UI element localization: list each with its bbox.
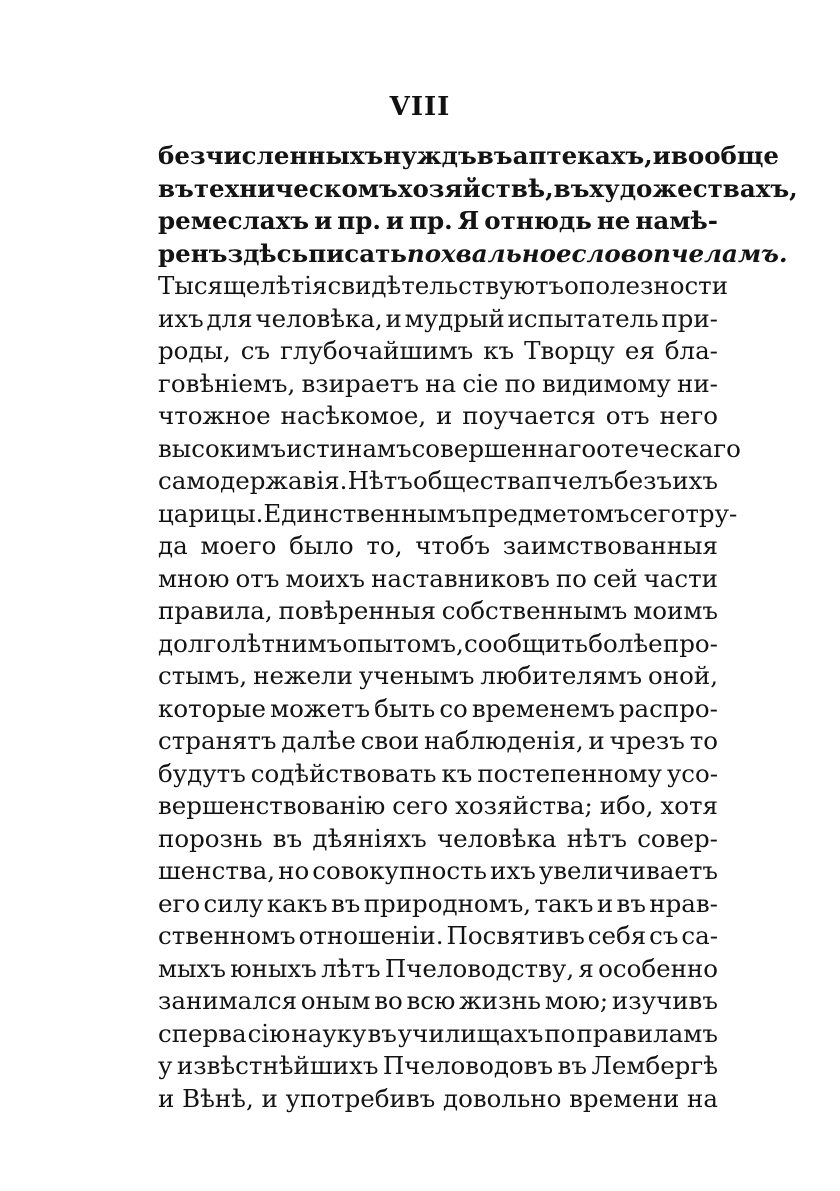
text-word: по bbox=[504, 368, 536, 398]
text-line bbox=[158, 465, 718, 498]
text-line bbox=[158, 823, 718, 856]
text-line bbox=[158, 628, 718, 661]
text-word: и bbox=[436, 401, 453, 430]
text-word: собственнымъ bbox=[441, 596, 628, 625]
text-word: въ bbox=[367, 1018, 397, 1048]
text-word: сію bbox=[247, 1018, 291, 1048]
text-word: насѣкомое, bbox=[280, 401, 427, 430]
text-word: въ bbox=[330, 888, 361, 918]
text-word: жизнь bbox=[459, 986, 541, 1015]
text-word: его bbox=[158, 888, 201, 918]
text-word: было bbox=[289, 531, 354, 560]
text-line bbox=[158, 335, 718, 368]
text-word: вершенствованію bbox=[158, 791, 386, 820]
text-word: Я bbox=[457, 206, 480, 235]
text-word: мною bbox=[158, 563, 230, 593]
text-word: нуждъ bbox=[383, 141, 477, 170]
text-line bbox=[158, 758, 718, 791]
text-word: аптекахъ, bbox=[512, 141, 653, 170]
text-word: изучивъ bbox=[611, 986, 718, 1015]
text-word: употребивъ bbox=[285, 1083, 436, 1113]
text-word: правиламъ bbox=[576, 1018, 718, 1048]
text-word: въ bbox=[158, 173, 194, 203]
text-line bbox=[158, 563, 718, 596]
text-line bbox=[158, 173, 798, 206]
text-word: ея bbox=[624, 336, 655, 365]
text-word: ренъ bbox=[158, 238, 228, 268]
text-word: далѣе bbox=[281, 726, 356, 755]
text-word: усо- bbox=[666, 758, 718, 788]
text-word: науку bbox=[291, 1018, 367, 1048]
text-word: къ bbox=[441, 758, 473, 788]
text-word: отеческаго bbox=[596, 433, 741, 463]
text-word: любителямъ bbox=[480, 661, 643, 690]
text-word: о bbox=[564, 271, 579, 300]
text-word: особенно bbox=[598, 953, 718, 983]
text-word: здѣсь bbox=[227, 238, 309, 268]
text-word: и bbox=[314, 206, 333, 235]
text-word: природномъ, bbox=[363, 888, 532, 918]
text-word: при- bbox=[661, 303, 718, 333]
text-word: силу bbox=[203, 888, 264, 918]
text-word: въ bbox=[616, 888, 646, 918]
text-word: ученымъ bbox=[358, 661, 475, 690]
text-word: быть bbox=[374, 693, 436, 723]
text-word: распро- bbox=[618, 693, 718, 723]
text-word: сей bbox=[592, 563, 638, 593]
text-word: юныхъ bbox=[230, 953, 317, 983]
text-word: полезности bbox=[578, 271, 729, 300]
text-word: въ bbox=[476, 141, 513, 170]
text-word: мудрый bbox=[404, 303, 505, 333]
text-word: довольно bbox=[443, 1083, 562, 1113]
text-line bbox=[158, 985, 718, 1018]
text-line bbox=[158, 205, 718, 238]
text-word: и bbox=[158, 1083, 175, 1113]
text-word: вообще bbox=[670, 141, 779, 170]
text-word: будутъ bbox=[158, 758, 246, 788]
text-word: бла- bbox=[664, 336, 718, 365]
text-line bbox=[158, 888, 718, 921]
text-word: са- bbox=[681, 921, 718, 950]
text-word: сіе bbox=[462, 368, 499, 398]
text-word: да bbox=[158, 531, 188, 560]
text-word: къ bbox=[483, 336, 515, 365]
text-word: ремеслахъ bbox=[158, 206, 310, 235]
text-word: извѣстнѣйшихъ bbox=[176, 1051, 379, 1080]
text-word: моимъ bbox=[633, 596, 718, 625]
text-word: и bbox=[385, 303, 402, 333]
text-word: съ bbox=[649, 921, 679, 950]
text-word: говѣніемъ, bbox=[158, 368, 296, 398]
text-word: отнюдь bbox=[484, 206, 592, 235]
text-word: самодержавія. bbox=[158, 466, 348, 495]
page-number: VIII bbox=[389, 92, 451, 122]
text-word: пчелъ bbox=[535, 466, 614, 495]
text-word: повѣренныя bbox=[278, 596, 436, 625]
text-line bbox=[158, 1050, 718, 1083]
text-word: правила, bbox=[158, 596, 273, 625]
text-word: художествахъ, bbox=[589, 173, 798, 203]
text-word: взираетъ bbox=[301, 368, 419, 398]
text-word: хозяйствѣ, bbox=[397, 173, 554, 203]
text-word: со bbox=[439, 693, 468, 723]
text-word: заимствованныя bbox=[502, 531, 718, 560]
text-word: глубочайшимъ bbox=[280, 336, 474, 365]
text-word: техническомъ bbox=[193, 173, 398, 203]
text-line bbox=[158, 1018, 718, 1051]
text-word: намѣ- bbox=[635, 206, 718, 235]
text-word: и bbox=[596, 888, 614, 918]
text-line bbox=[158, 855, 718, 888]
text-word: чтожное bbox=[158, 401, 271, 430]
text-word: Единственнымъ bbox=[263, 498, 472, 528]
text-word: человѣка, bbox=[255, 303, 383, 333]
text-word: увеличиваетъ bbox=[538, 856, 718, 885]
text-word: Лембергѣ bbox=[591, 1051, 718, 1080]
text-word: на bbox=[687, 1083, 718, 1113]
text-line bbox=[158, 238, 788, 271]
text-word: мыхъ bbox=[158, 953, 226, 983]
text-word: дѣяніяхъ bbox=[312, 823, 427, 853]
text-word: болѣе bbox=[588, 628, 663, 658]
text-word: которые bbox=[158, 693, 267, 723]
text-word: по bbox=[555, 563, 587, 593]
text-line bbox=[158, 725, 718, 758]
text-word: мою; bbox=[544, 986, 609, 1015]
text-word: сперва bbox=[158, 1018, 247, 1048]
text-line bbox=[158, 595, 718, 628]
text-word: совокупность bbox=[312, 856, 488, 885]
text-word: въ bbox=[553, 173, 590, 203]
text-line bbox=[158, 530, 718, 563]
text-word: въ bbox=[557, 1051, 587, 1080]
text-word: съ bbox=[240, 336, 271, 365]
text-word: отъ bbox=[235, 563, 280, 593]
text-line bbox=[158, 660, 718, 693]
text-word: поучается bbox=[462, 401, 596, 430]
text-line bbox=[158, 368, 718, 401]
text-word: нѣтъ bbox=[566, 823, 627, 853]
text-word: по bbox=[544, 1018, 576, 1048]
text-word: свои bbox=[360, 726, 420, 755]
text-word: слово bbox=[571, 238, 654, 268]
text-word: опытомъ, bbox=[342, 628, 464, 658]
text-word: про- bbox=[662, 628, 718, 658]
text-word: и bbox=[588, 726, 605, 755]
text-line bbox=[158, 270, 729, 303]
text-word: у bbox=[158, 1051, 173, 1080]
text-word: то bbox=[689, 726, 718, 755]
text-word: писать bbox=[308, 238, 407, 268]
text-word: ихъ bbox=[158, 303, 204, 333]
text-word: содѣйствовать bbox=[250, 758, 437, 788]
text-word: не bbox=[596, 206, 631, 235]
text-line bbox=[158, 140, 779, 173]
text-word: во bbox=[374, 986, 403, 1015]
text-word: Нѣтъ bbox=[347, 466, 413, 495]
text-word: пр. bbox=[337, 206, 381, 235]
text-word: отношеніи. bbox=[298, 921, 444, 950]
text-word: роды, bbox=[158, 336, 231, 365]
text-word: и bbox=[385, 206, 405, 235]
text-word: можетъ bbox=[270, 693, 371, 723]
text-word: сего bbox=[629, 498, 686, 528]
text-word: времени bbox=[569, 1083, 680, 1113]
text-line bbox=[158, 920, 718, 953]
text-word: моихъ bbox=[285, 563, 366, 593]
text-word: нрав- bbox=[649, 888, 718, 918]
text-word: свидѣтельствуютъ bbox=[327, 271, 565, 300]
text-word: пчеламъ. bbox=[653, 238, 788, 268]
text-word: моего bbox=[200, 531, 277, 560]
text-word: похвальное bbox=[406, 238, 572, 268]
text-word: предметомъ bbox=[471, 498, 630, 528]
text-word: оным bbox=[300, 986, 371, 1015]
text-word: и bbox=[261, 1083, 278, 1113]
text-word: Вѣнѣ, bbox=[182, 1083, 254, 1113]
text-word: я bbox=[578, 953, 594, 983]
text-word: истинамъ bbox=[286, 433, 412, 463]
text-word: человѣка bbox=[436, 823, 557, 853]
text-word: Посвятивъ bbox=[446, 921, 585, 950]
text-word: лѣтъ bbox=[321, 953, 381, 983]
text-line bbox=[158, 433, 741, 466]
text-word: себя bbox=[587, 921, 647, 950]
text-word: чтобъ bbox=[415, 531, 491, 560]
text-line bbox=[158, 1083, 718, 1116]
text-word: оной, bbox=[648, 661, 718, 690]
text-word: занимался bbox=[158, 986, 298, 1015]
text-word: ибо, bbox=[599, 791, 654, 820]
text-word: училищахъ bbox=[397, 1018, 544, 1048]
text-word: и bbox=[652, 141, 671, 170]
text-word: странятъ bbox=[158, 726, 277, 755]
text-word: ихъ bbox=[672, 466, 718, 495]
text-word: царицы. bbox=[158, 498, 264, 528]
text-line bbox=[158, 693, 718, 726]
text-word: нежели bbox=[253, 661, 353, 690]
text-word: видимому bbox=[541, 368, 671, 398]
text-word: хотя bbox=[660, 791, 718, 820]
text-word: въ bbox=[272, 823, 303, 853]
text-line bbox=[158, 400, 718, 433]
text-word: ственномъ bbox=[158, 921, 296, 950]
text-word: долголѣтнимъ bbox=[158, 628, 343, 658]
text-word: пр. bbox=[409, 206, 453, 235]
text-word: временемъ bbox=[471, 693, 615, 723]
text-word: такъ bbox=[534, 888, 594, 918]
text-word: совер- bbox=[637, 823, 718, 853]
text-word: но bbox=[278, 856, 310, 885]
text-word: шенства, bbox=[158, 856, 276, 885]
text-line bbox=[158, 498, 738, 531]
text-word: него bbox=[659, 401, 718, 430]
text-line bbox=[158, 790, 718, 823]
text-word: Тысящелѣтія bbox=[158, 271, 328, 300]
text-word: на bbox=[425, 368, 457, 398]
text-word: всю bbox=[406, 986, 456, 1015]
text-word: чрезъ bbox=[609, 726, 685, 755]
text-word: стымъ, bbox=[158, 661, 248, 690]
text-word: Творцу bbox=[524, 336, 615, 365]
text-line bbox=[158, 303, 718, 336]
text-word: ихъ bbox=[490, 856, 536, 885]
text-word: для bbox=[206, 303, 253, 333]
text-word: сообщить bbox=[464, 628, 589, 658]
text-word: хозяйства; bbox=[455, 791, 593, 820]
text-word: совершеннаго bbox=[411, 433, 597, 463]
text-word: общества bbox=[413, 466, 536, 495]
text-word: сего bbox=[392, 791, 449, 820]
text-word: постепенному bbox=[477, 758, 662, 788]
text-word: ни- bbox=[677, 368, 718, 398]
text-word: то, bbox=[366, 531, 403, 560]
body-text bbox=[158, 140, 798, 1115]
text-word: безчисленныхъ bbox=[158, 141, 384, 170]
text-word: наставниковъ bbox=[371, 563, 550, 593]
text-word: Пчеловодовъ bbox=[382, 1051, 554, 1080]
text-word: высокимъ bbox=[158, 433, 287, 463]
text-word: испытатель bbox=[507, 303, 659, 333]
text-word: порознь bbox=[158, 823, 263, 853]
text-word: наблюденія, bbox=[424, 726, 584, 755]
text-word: тру- bbox=[685, 498, 738, 528]
text-word: безъ bbox=[613, 466, 673, 495]
text-word: отъ bbox=[605, 401, 650, 430]
text-line bbox=[158, 953, 718, 986]
text-word: части bbox=[643, 563, 718, 593]
text-word: какъ bbox=[266, 888, 328, 918]
text-word: Пчеловодству, bbox=[384, 953, 575, 983]
